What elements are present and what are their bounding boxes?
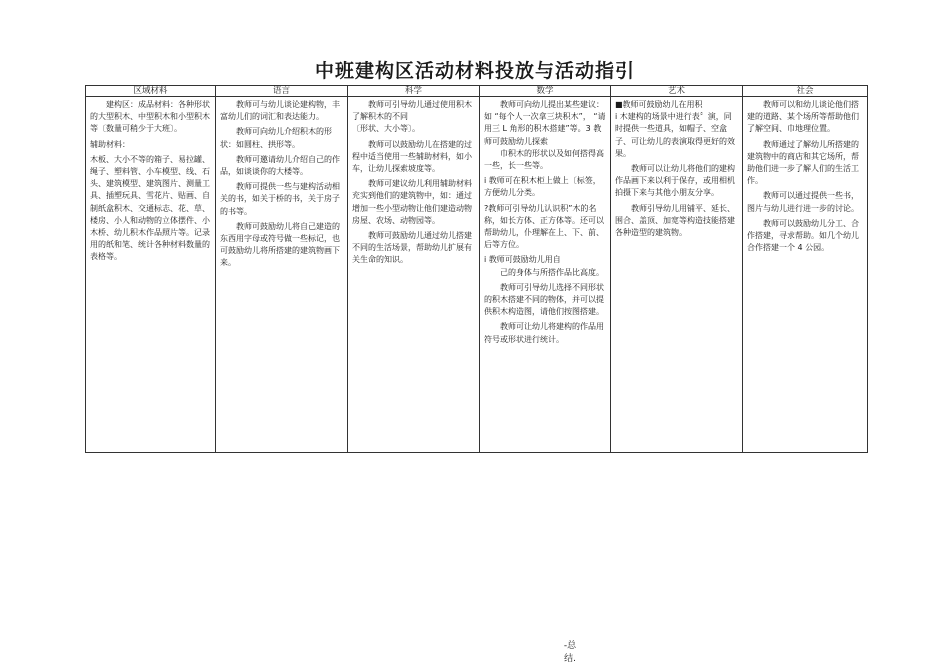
science-cell — [348, 97, 480, 453]
header-math: 数学 — [480, 86, 611, 97]
math-cell — [480, 97, 611, 453]
activity-guide-table — [85, 85, 868, 453]
language-text: 教师可与幼儿谈论建构物，丰富幼儿们的词汇和表达能力。 — [220, 100, 340, 122]
art-text: ■教师可鼓励幼儿在用积 — [615, 100, 703, 109]
header-materials: 区域材料 — [86, 86, 216, 97]
language-text: 教师可鼓励幼儿将自己建造的东西用字母或符号做一些标记，也可鼓励幼儿将所搭建的建筑物画下来。 — [220, 221, 340, 268]
math-text: 巾积木的形状以及如何搭得高一些，长一些等。 — [484, 148, 604, 171]
science-text: 教师可引导幼儿通过使用积木了解积木的不同 — [352, 100, 472, 122]
art-text: 教师可以让幼儿将他们的建构作品画下来以利于保存，或用相机拍摄下来与其他小朋友分享。 — [615, 164, 735, 198]
footer-line: -总 — [563, 641, 577, 651]
math-text: ?教师可引导幼儿认识积”木的名称，如长方体、正方体等。还可以帮助幼儿，仆理解在上、下、前、后等方位。 — [484, 203, 604, 250]
header-language: 语言 — [216, 86, 348, 97]
header-society: 社会 — [743, 86, 868, 97]
science-text: 〔形状、大小等〕。 — [352, 124, 420, 134]
math-text: i 教师可鼓励幼儿用自 — [484, 255, 561, 265]
page-footer — [540, 640, 600, 666]
table-row — [86, 97, 868, 453]
science-text: 教师可以鼓励幼儿在搭建的过程中适当使用一些辅助材料，如小车，让幼儿探索坡度等。 — [352, 139, 472, 174]
art-cell — [611, 97, 743, 453]
table-header-row — [86, 86, 868, 97]
math-text: 教师可引导幼儿选择不同形状的积木搭建不同的物体，并可以提供积木构造图，请他们按图搭建。 — [484, 282, 604, 317]
materials-text: 建构区：成品材料：各种形状的大型积木、中型积木和小型积木等〔数量可稍少于大班〕。 — [90, 100, 210, 134]
science-text: 教师可鼓励幼儿通过幼儿搭建不同的生活场景，帮助幼儿扩展有关生命的知识。 — [352, 231, 472, 265]
language-text: 教师可向幼儿介绍积木的形状：如圆柱、拱形等。 — [220, 127, 332, 149]
math-text: 教师可让幼儿将建构的作品用符号或形状进行统计。 — [484, 322, 604, 344]
materials-cell — [86, 97, 216, 453]
header-art: 艺术 — [611, 86, 743, 97]
art-text: 教师引导幼儿用铺平、延长、围合、盖顶、加宽等构造技能搭建各种造型的建筑物。 — [615, 203, 735, 238]
society-cell — [743, 97, 868, 453]
language-text: 教师可邀请幼儿介绍自己的作品，如谈谈你的大楼等。 — [220, 154, 340, 177]
materials-text: 木板、大小不等的箱子、易拉罐、绳子、塑料管、小车模型、线、石头、建筑模型、建筑图片、测量工具、插塑玩具、雪花片、贴画、自制纸盒积木、交通标志、花、草、楼房、小人和动物的立体摆件、小木桥、幼儿积木作品照片等。记录用的纸和笔、统计各种材料数量的表格等。 — [90, 154, 210, 262]
footer-line: 结. — [564, 654, 576, 664]
math-text: 教师可向幼儿提出某些建议：如 “每个人一次拿三块积木”， “请用三 L 角形的积木搭建”等。3 教师可鼓励幼儿探索 — [484, 100, 606, 146]
math-text: i 教师可在积木柜上做上〔标签，方便幼儿分类。 — [484, 176, 601, 198]
language-text: 教师可提供一些与建构活动相关的书，如关于桥的书，关于房子的书等。 — [220, 182, 340, 216]
society-text: 教师可以通过提供一些书，图片与幼儿进行进一步的讨论。 — [747, 191, 859, 213]
document-title: 中班建构区活动材料投放与活动指引 — [314, 60, 635, 82]
materials-text: 辅助材料： — [90, 139, 130, 149]
math-text: 己的身体与所搭作品比高度。 — [500, 267, 604, 277]
language-cell — [216, 97, 348, 453]
header-science: 科学 — [348, 86, 480, 97]
art-text: i 木建构的场景中进行表〞演，同时提供一些道具，如帽子、空盒子、可让幼儿的表演取得更好的效果。 — [615, 112, 735, 158]
society-text: 教师通过了解幼儿所搭建的建筑物中的商店和其它场所，帮助他们进一步了解人们的生活工作。 — [747, 139, 859, 186]
society-text: 教师可以鼓励幼儿分工、合作搭建，寻求帮助。如几个幼儿合作搭建一个 4 公园。 — [747, 218, 859, 253]
society-text: 教师可以和幼儿谈论他们搭建的道路、某个场所等帮助他们了解空间、巾地理位置。 — [747, 100, 859, 134]
science-text: 教师可建议幼儿利用辅助材料充实到他们的建筑物中，如：通过增加一些小型动物让他们建造动物房屋、农场、动物园等。 — [352, 179, 472, 225]
